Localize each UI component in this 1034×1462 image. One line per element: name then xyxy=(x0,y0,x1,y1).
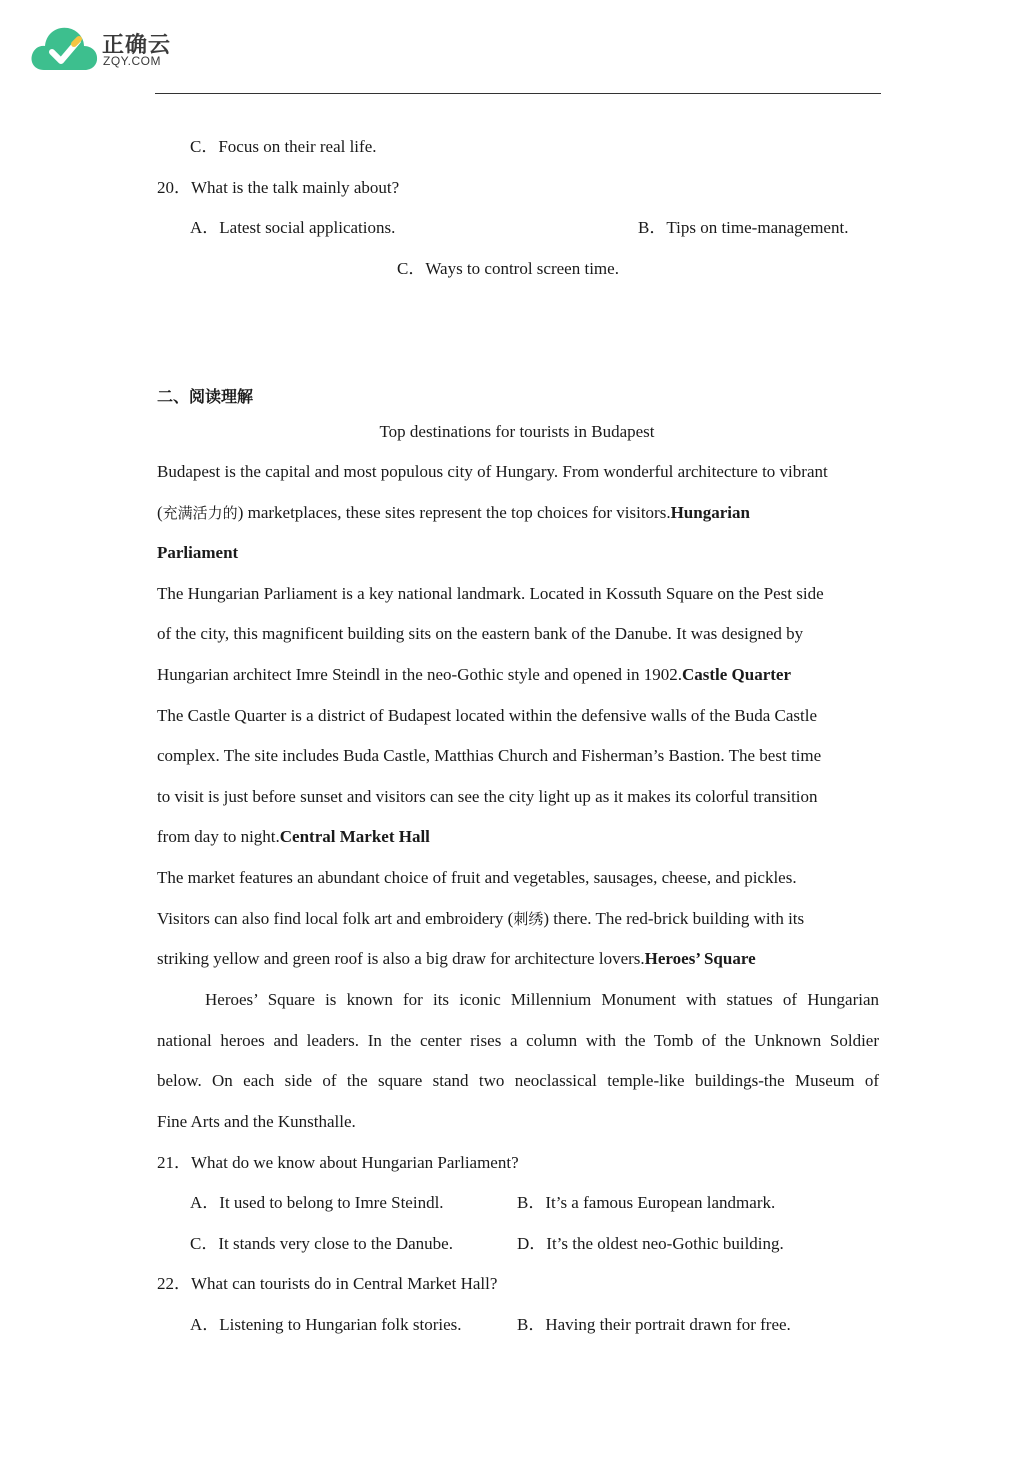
text-run: Visitors can also find local folk art and embroidery ( xyxy=(157,909,514,928)
logo-text-en: ZQY.COM xyxy=(103,54,161,68)
castle-line-4 xyxy=(157,826,430,848)
section-heading: 二、阅读理解 xyxy=(157,387,254,406)
q20-option-b: B．Tips on time-management. xyxy=(638,218,849,237)
text-run: striking yellow and green roof is also a big draw for architecture lovers. xyxy=(157,949,645,968)
passage-intro-line-1: Budapest is the capital and most populous city of Hungary. From wonderful architecture to vibrant xyxy=(157,462,828,481)
q21-option-c: C．It stands very close to the Danube. xyxy=(190,1234,453,1253)
heading-central-market-hall: Central Market Hall xyxy=(279,827,430,846)
castle-line-3: to visit is just before sunset and visitors can see the city light up as it makes its colorful transition xyxy=(157,787,818,806)
passage-title: Top destinations for tourists in Budapest xyxy=(379,422,655,441)
cloud-check-logo-icon xyxy=(30,22,100,74)
heading-hungarian-parliament: Hungarian xyxy=(670,503,750,522)
heading-parliament-line-2 xyxy=(157,542,238,564)
text-run: ) marketplaces, these sites represent the top choices for visitors. xyxy=(237,503,671,522)
heading-parliament-cont: Parliament xyxy=(157,543,239,562)
heroes-line-2: national heroes and leaders. In the center rises a column with the Tomb of the Unknown Soldier xyxy=(157,1031,879,1050)
logo-text-cn: 正确云 xyxy=(102,33,172,58)
q21-option-a: A．It used to belong to Imre Steindl. xyxy=(190,1193,444,1212)
chinese-gloss: 刺绣 xyxy=(513,910,544,928)
castle-line-1: The Castle Quarter is a district of Budapest located within the defensive walls of the Buda Castle xyxy=(157,706,817,725)
heroes-line-1: Heroes’ Square is known for its iconic Millennium Monument with statues of Hungarian xyxy=(205,990,879,1009)
text-run: from day to night. xyxy=(157,827,280,846)
site-logo[interactable] xyxy=(30,22,180,74)
market-line-1: The market features an abundant choice of fruit and vegetables, sausages, cheese, and pickles. xyxy=(157,868,797,887)
q22-option-b: B．Having their portrait drawn for free. xyxy=(517,1315,791,1334)
heading-heroes-square: Heroes’ Square xyxy=(644,949,756,968)
parliament-line-3 xyxy=(157,664,791,686)
market-line-2 xyxy=(157,908,804,930)
chinese-gloss: 充满活力的 xyxy=(162,504,238,522)
text-run: ) there. The red-brick building with its xyxy=(543,909,805,928)
heroes-line-4: Fine Arts and the Kunsthalle. xyxy=(157,1112,356,1131)
q20-option-a: A．Latest social applications. xyxy=(190,218,396,237)
q21-option-b: B．It’s a famous European landmark. xyxy=(517,1193,776,1212)
text-run: ( xyxy=(157,503,163,522)
passage-intro-line-2 xyxy=(157,502,750,524)
parliament-line-2: of the city, this magnificent building sits on the eastern bank of the Danube. It was designed by xyxy=(157,624,804,643)
castle-line-2: complex. The site includes Buda Castle, Matthias Church and Fisherman’s Bastion. The best time xyxy=(157,746,822,765)
market-line-3 xyxy=(157,948,756,970)
heroes-line-3: below. On each side of the square stand two neoclassical temple-like buildings-the Museum of xyxy=(157,1071,879,1090)
q21-stem: 21．What do we know about Hungarian Parliament? xyxy=(157,1153,519,1172)
q22-stem: 22．What can tourists do in Central Market Hall? xyxy=(157,1274,498,1293)
q20-stem: 20．What is the talk mainly about? xyxy=(157,178,400,197)
q22-option-a: A．Listening to Hungarian folk stories. xyxy=(190,1315,462,1334)
q19-option-c: C．Focus on their real life. xyxy=(190,137,377,156)
parliament-line-1: The Hungarian Parliament is a key national landmark. Located in Kossuth Square on the Pest side xyxy=(157,584,824,603)
heading-castle-quarter: Castle Quarter xyxy=(681,665,792,684)
q20-option-c: C．Ways to control screen time. xyxy=(397,259,619,278)
q21-option-d: D．It’s the oldest neo-Gothic building. xyxy=(517,1234,784,1253)
header-divider xyxy=(155,93,881,94)
text-run: Hungarian architect Imre Steindl in the neo-Gothic style and opened in 1902. xyxy=(157,665,682,684)
